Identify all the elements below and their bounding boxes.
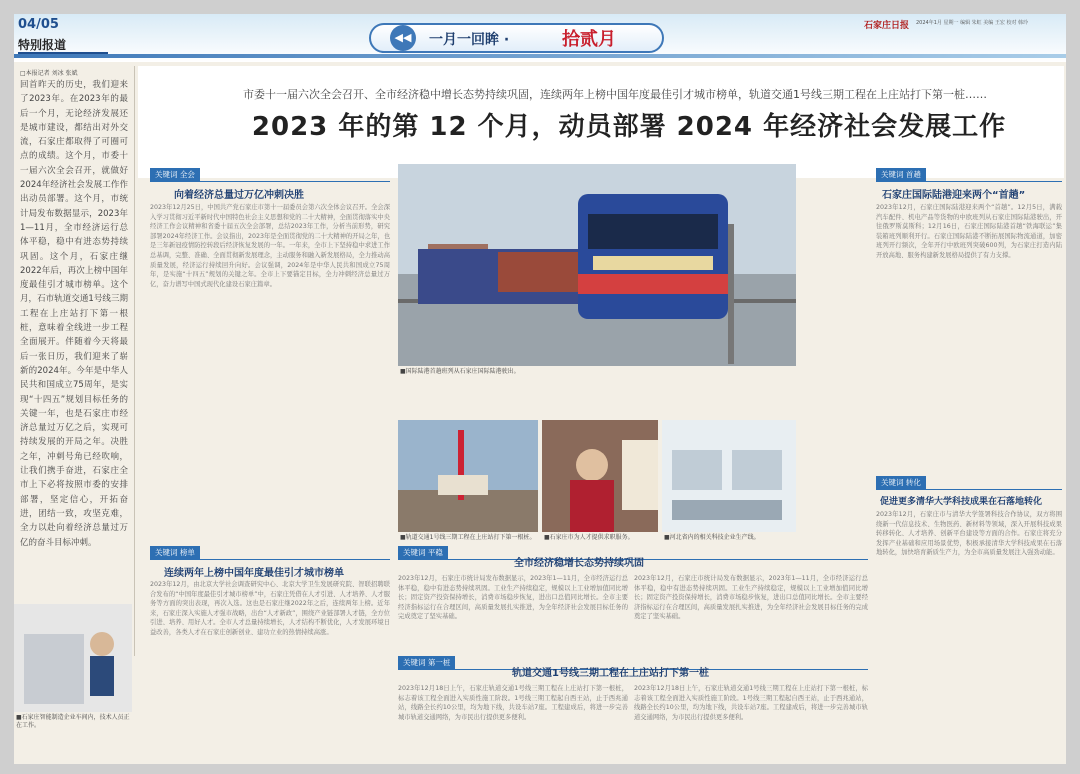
- article-title: 连续两年上榜中国年度最佳引才城市榜单: [164, 568, 344, 579]
- tag-rule: [150, 181, 390, 182]
- keyword-tag: 关键词 全会: [150, 168, 200, 181]
- banner-text: 一月一回眸 ·: [429, 32, 510, 48]
- article-title: 促进更多清华大学科技成果在石落地转化: [880, 497, 1043, 507]
- article-body: 2023年12月25日，中国共产党石家庄市第十一届委员会第六次全体会议召开。全会深入学习贯彻习近平新时代中国特色社会主义思想和党的二十大精神，全面贯彻落实中央经济工作会议精神和省委十届五次全会部署，总结2023年工作，分析当前形势，研究部署2024年经济工作。会议指出，2023年是全面贯彻党的二十大精神的开局之年，也是三年新冠疫情防控转段后经济恢复发展的一年。一年来，全市上下坚持稳中求进工作总基调，完整、准确、全面贯彻新发展理念，主动服务和融入新发展格局，全力推动高质量发展，经济运行持续回升向好。会议强调，2024年是中华人民共和国成立75周年，是实施“十四五”规划的关键之年。全市上下要锚定目标，全力冲刺经济总量过万亿，奋力谱写中国式现代化建设石家庄篇章。: [150, 204, 390, 288]
- article-title: 轨道交通1号线三期工程在上庄站打下第一桩: [512, 668, 709, 679]
- tag-rule: [876, 181, 1062, 182]
- subtitle: 市委十一届六次全会召开、全市经济稳中增长态势持续巩固，连续两年上榜中国年度最佳引才城市榜单，轨道交通1号线三期工程在上庄站打下第一桩……: [243, 88, 987, 101]
- byline: □本报记者 刘冰 张斌: [20, 70, 78, 77]
- photo-caption: ■国际陆港首趟班列从石家庄国际陆港驶出。: [400, 368, 520, 375]
- column-divider: [134, 66, 135, 656]
- photo-caption: ■河北省内的相关科技企业生产线。: [664, 534, 760, 541]
- banner-highlight: 拾贰月: [562, 29, 616, 50]
- section-label: 特别报道: [18, 38, 67, 52]
- tag-rule: [150, 559, 390, 560]
- article-body: 2023年12月，由北京大学社会调查研究中心、北京大学卫生发展研究院、智联招聘联合发布的“中国年度最佳引才城市榜单”中，石家庄凭借在人才引进、人才培养、人才服务等方面的突出表现，再次入选。这也是石家庄继2022年之后，连续两年上榜。近年来，石家庄深入实施人才强市战略，出台“人才新政”，围绕产业链部署人才链，全方位引进、培养、用好人才。全市人才总量持续增长，人才结构不断优化，人才发展环境日益改善，各类人才在石家庄创新创业、建功立业的热情持续高涨。: [150, 581, 390, 636]
- article-body: 2023年12月18日上午，石家庄轨道交通1号线三期工程在上庄站打下第一根桩，标志着该工程全面进入实质性施工阶段。1号线三期工程起自西王站，止于西兆通站，线路全长约10公里，均为地下线，共设车站7座。工程建成后，将进一步完善城市轨道交通网络，为市民出行提供更多便利。: [634, 685, 868, 721]
- keyword-tag: 关键词 转化: [876, 476, 926, 489]
- masthead-logo: 石家庄日报: [864, 21, 910, 31]
- photo-caption: ■石家庄智能制造企业车间内，技术人员正在工作。: [16, 714, 130, 729]
- article-body: 2023年12月18日上午，石家庄轨道交通1号线三期工程在上庄站打下第一根桩，标志着该工程全面进入实质性施工阶段。1号线三期工程起自西王站，止于西兆通站，线路全长约10公里，均为地下线，共设车站7座。工程建成后，将进一步完善城市轨道交通网络，为市民出行提供更多便利。: [398, 685, 628, 721]
- article-body: 2023年12月，石家庄市与清华大学签署科技合作协议，双方将围绕新一代信息技术、生物医药、新材料等领域，深入开展科技成果转移转化、人才培养、创新平台建设等方面的合作。石家庄将充分发挥产业基础和应用场景优势，积极承接清华大学科技成果在石落地转化，加快培育新质生产力，为全市高质量发展注入强劲动能。: [876, 511, 1062, 557]
- article-title: 石家庄国际陆港迎来两个“首趟”: [882, 190, 1026, 201]
- site-photo: [398, 420, 538, 532]
- article-body: 2023年12月，石家庄市统计局发布数据显示，2023年1—11月，全市经济运行总体平稳，稳中有进态势持续巩固。工业生产持续稳定，规模以上工业增加值同比增长；固定资产投资保持增长，消费市场稳步恢复，进出口总值同比增长。全市主要经济指标运行在合理区间，高质量发展扎实推进，为全年经济社会发展目标任务的完成奠定了坚实基础。: [398, 575, 628, 621]
- article-title: 全市经济稳增长态势持续巩固: [514, 558, 644, 569]
- rewind-icon: ◀◀: [390, 25, 416, 51]
- keyword-tag: 关键词 榜单: [150, 546, 200, 559]
- recruit-photo: [542, 420, 658, 532]
- train-photo: [398, 164, 796, 366]
- article-title: 向着经济总量过万亿冲刺决胜: [174, 190, 304, 201]
- left-column-text: 回首昨天的历史，我们迎来了2023年。在2023年的最后一个月，无论经济发展还是城市建设，都结出对外交流，石家庄都取得了可圈可点的成绩。这个月，市委十一届六次全会召开，就做好2024年经济社会发展工作作出动员部署。这个月，市统计局发布数据显示，2023年1—11月，全市经济运行总体平稳，稳中有进态势持续巩固。这个月，石家庄继2022年后，再次上榜中国年度最佳引才城市榜单。这个月，石市轨道交通1号线三期工程在上庄站打下第一根桩，意味着全线进一步工程全面展开。伴随着今天将最后一张日历，我们迎来了崭新的2024年。今年是中华人民共和国成立75周年，是实现“十四五”规划目标任务的关键一年，也是石家庄市经济总量过万亿之后，实现可持续发展的开局之年。决胜之年，冲刺号角已经吹响，让我们携手奋进，石家庄全市上下必将按照市委的安排部署，坚定信心，开拓奋进，团结一致，攻坚克难，全力以赴向着经济总量过万亿的奋斗目标冲刺。: [20, 80, 128, 548]
- main-headline: 2023 年的第 12 个月，动员部署 2024 年经济社会发展工作: [251, 112, 1007, 142]
- top-bar: [14, 14, 1066, 62]
- keyword-tag: 关键词 第一桩: [398, 656, 455, 669]
- photo-caption: ■轨道交通1号线三期工程在上庄站打下第一根桩。: [400, 534, 536, 541]
- masthead-meta: 2024年1月 星期一 编辑 朱虹 美编 王宏 校对 韩玲: [916, 20, 1029, 26]
- keyword-tag: 关键词 平稳: [398, 546, 448, 559]
- lab-photo: [662, 420, 796, 532]
- article-body: 2023年12月，石家庄市统计局发布数据显示，2023年1—11月，全市经济运行总体平稳，稳中有进态势持续巩固。工业生产持续稳定，规模以上工业增加值同比增长；固定资产投资保持增长，消费市场稳步恢复，进出口总值同比增长。全市主要经济指标运行在合理区间，高质量发展扎实推进，为全年经济社会发展目标任务的完成奠定了坚实基础。: [634, 575, 868, 621]
- photo-caption: ■石家庄市为人才提供求职服务。: [544, 534, 634, 541]
- page-number: 04/05: [18, 17, 59, 32]
- keyword-tag: 关键词 首趟: [876, 168, 926, 181]
- worker-photo: [14, 604, 132, 712]
- article-body: 2023年12月，石家庄国际陆港迎来两个“首趟”。12月5日，满载汽车配件、机电产品等货物的中欧班列从石家庄国际陆港驶出，开往俄罗斯莫斯科；12月16日，石家庄国际陆港首趟“铁海联运”集装箱班列顺利开行。石家庄国际陆港不断拓展国际物流通道，加密班列开行频次，全年开行中欧班列突破600列，为石家庄打造内陆开放高地、服务构建新发展格局提供了有力支撑。: [876, 204, 1062, 259]
- blue-strip: [14, 54, 1066, 58]
- tag-rule: [876, 489, 1062, 490]
- newspaper-page: [14, 14, 1066, 764]
